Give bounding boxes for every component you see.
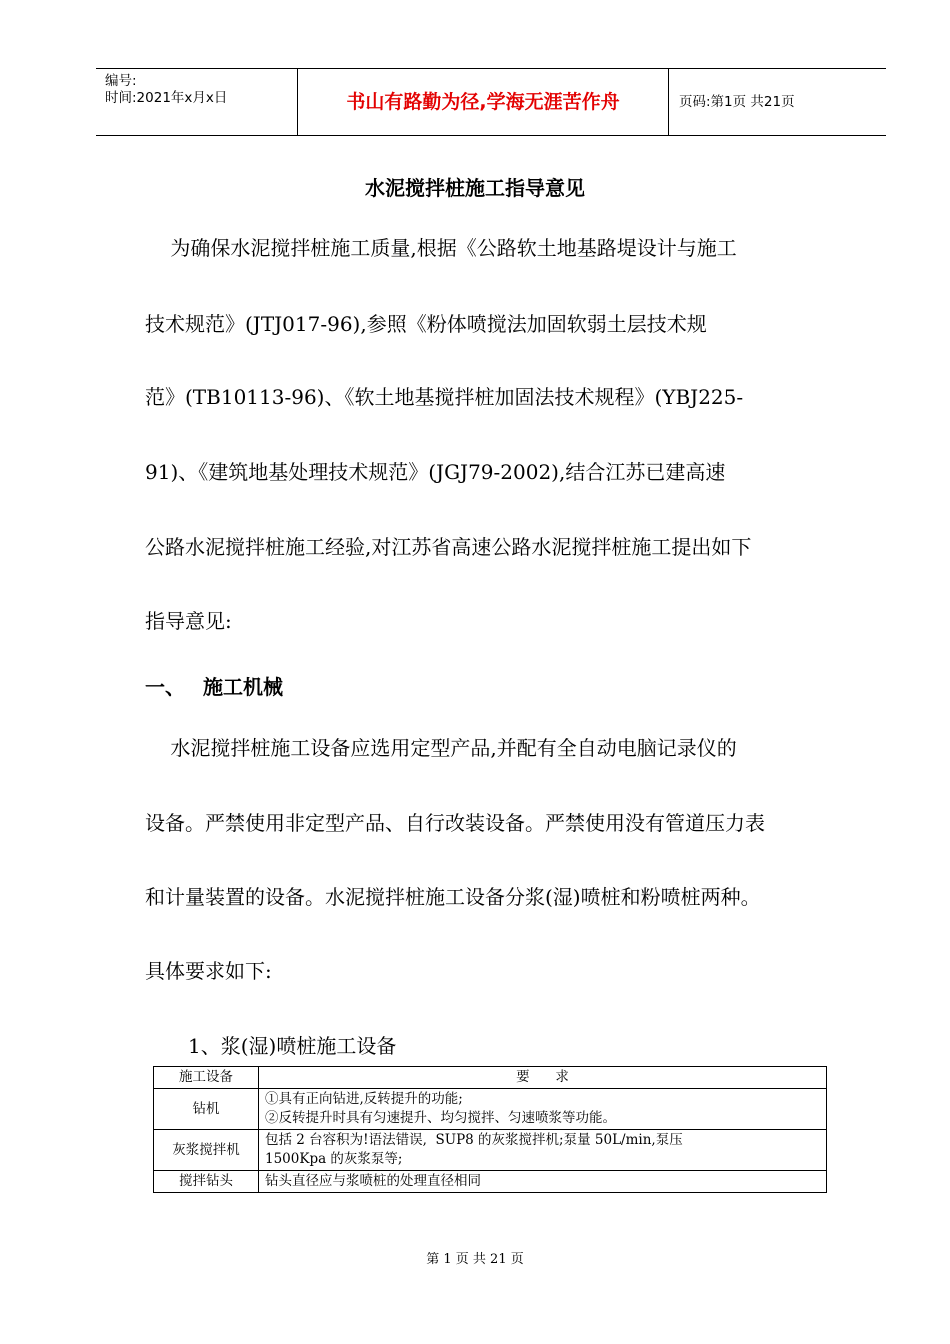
table-cell-name: 钻机 xyxy=(154,1089,259,1130)
section-number: 一、 xyxy=(145,675,185,699)
section-line: 水泥搅拌桩施工设备应选用定型产品,并配有全自动电脑记录仪的 xyxy=(145,736,737,760)
intro-line: 为确保水泥搅拌桩施工质量,根据《公路软土地基路堤设计与施工 xyxy=(145,236,737,260)
intro-line: 公路水泥搅拌桩施工经验,对江苏省高速公路水泥搅拌桩施工提出如下 xyxy=(145,535,752,559)
table-cell-requirements xyxy=(259,1089,827,1130)
header-meta xyxy=(96,69,297,135)
document-title: 水泥搅拌桩施工指导意见 xyxy=(365,176,585,200)
table-cell-requirements xyxy=(259,1171,827,1193)
section-line: 和计量装置的设备。水泥搅拌桩施工设备分浆(湿)喷桩和粉喷桩两种。 xyxy=(145,885,761,909)
page-header xyxy=(96,68,886,136)
requirement-line: ②反转提升时具有匀速提升、均匀搅拌、匀速喷浆等功能。 xyxy=(265,1110,616,1126)
header-motto: 书山有路勤为径,学海无涯苦作舟 xyxy=(297,69,669,135)
table-header-equipment: 施工设备 xyxy=(154,1067,259,1089)
header-time-label: 时间:2021年x月x日 xyxy=(105,90,228,106)
section-line: 具体要求如下: xyxy=(145,959,272,983)
requirement-line: 包括 2 台容积为!语法错误, SUP8 的灰浆搅拌机;泵量 50L/min,泵压 xyxy=(265,1132,683,1148)
section-title: 施工机械 xyxy=(203,675,283,699)
intro-line: 技术规范》(JTJ017-96),参照《粉体喷搅法加固软弱土层技术规 xyxy=(145,312,707,336)
table-row xyxy=(154,1171,827,1193)
intro-line: 范》(TB10113-96)、《软土地基搅拌桩加固法技术规程》(YBJ225- xyxy=(145,385,744,409)
page-footer: 第 1 页 共 21 页 xyxy=(426,1252,524,1267)
subsection-heading: 1、浆(湿)喷桩施工设备 xyxy=(188,1034,397,1058)
header-page-info: 页码:第1页 共21页 xyxy=(679,94,795,110)
table-cell-name: 搅拌钻头 xyxy=(154,1171,259,1193)
table-header-requirements: 要 求 xyxy=(259,1067,827,1089)
section-line: 设备。严禁使用非定型产品、自行改装设备。严禁使用没有管道压力表 xyxy=(145,811,765,835)
table-row xyxy=(154,1089,827,1130)
section-heading xyxy=(145,671,283,700)
equipment-table xyxy=(153,1066,827,1193)
intro-line: 91)、《建筑地基处理技术规范》(JGJ79-2002),结合江苏已建高速 xyxy=(145,460,726,484)
table-row xyxy=(154,1130,827,1171)
requirement-line: 钻头直径应与浆喷桩的处理直径相同 xyxy=(265,1173,481,1189)
table-cell-name: 灰浆搅拌机 xyxy=(154,1130,259,1171)
requirement-line: 1500Kpa 的灰浆泵等; xyxy=(265,1151,403,1167)
requirement-line: ①具有正向钻进,反转提升的功能; xyxy=(265,1091,463,1107)
table-header-row xyxy=(154,1067,827,1089)
table-cell-requirements xyxy=(259,1130,827,1171)
header-number-label: 编号: xyxy=(105,73,137,89)
intro-line: 指导意见: xyxy=(145,609,232,633)
